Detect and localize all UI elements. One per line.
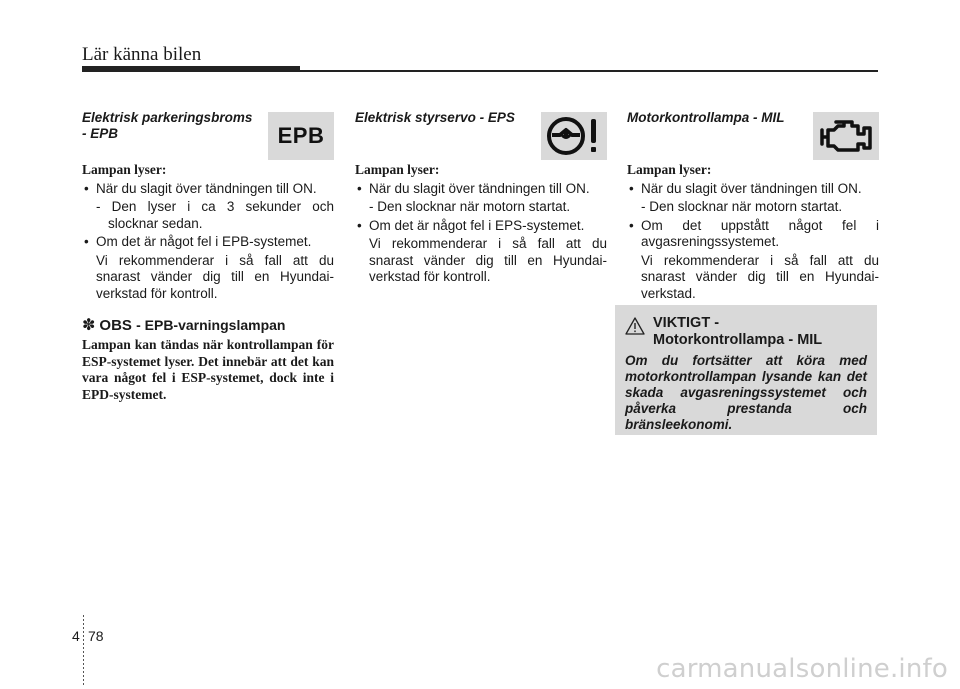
section-mil-sub-2: Vi rekommenderar i så fall att du snarast vänder dig till en Hyundai-verkstad.	[641, 252, 879, 301]
warning-box	[615, 305, 877, 435]
section-eps-label: Lampan lyser:	[355, 162, 440, 177]
warning-title-line-1: VIKTIGT -	[653, 315, 720, 331]
header-rule-thin	[300, 70, 878, 72]
section-mil-label: Lampan lyser:	[627, 162, 712, 177]
obs-heading	[82, 316, 334, 335]
warning-title	[653, 315, 822, 349]
section-eps-bullet-1: • När du slagit över tändningen till ON.	[355, 181, 607, 198]
obs-star-icon: ✽	[82, 317, 96, 334]
steering-wheel-warning-icon	[541, 112, 607, 160]
engine-warning-icon	[813, 112, 879, 160]
section-mil-bullet-1: • När du slagit över tändningen till ON.	[627, 181, 879, 198]
section-eps-bullet-2: • Om det är något fel i EPS-systemet.	[355, 218, 607, 235]
section-epb-sub-2: Vi rekommenderar i så fall att du snarast vänder dig till en Hyundai-verkstad för kontroll.	[96, 252, 334, 301]
section-epb-bullet-2: • Om det är något fel i EPB-systemet.	[82, 234, 334, 251]
engine-icon	[818, 118, 874, 154]
section-epb-title: Elektrisk parkeringsbroms - EPB	[82, 110, 253, 141]
page-header-title: Lär känna bilen	[82, 44, 202, 65]
epb-warning-icon	[268, 112, 334, 160]
epb-icon-text: EPB	[277, 123, 325, 148]
obs-label: OBS	[99, 317, 132, 334]
warning-triangle-icon	[625, 317, 645, 335]
page-chapter-number: 4	[72, 628, 80, 644]
warning-title-line-2: Motorkontrollampa - MIL	[653, 332, 823, 348]
section-epb-sub-1: - Den lyser i ca 3 sekunder och slocknar sedan.	[96, 199, 334, 231]
section-mil	[627, 110, 879, 304]
section-eps-title: Elektrisk styrservo - EPS	[355, 110, 515, 125]
watermark-text: carmanualsonline.info	[656, 654, 948, 684]
page-number: 78	[88, 628, 104, 644]
section-epb-bullet-1: • När du slagit över tändningen till ON.	[82, 181, 334, 198]
header-rule-thick	[82, 66, 300, 72]
steering-wheel-icon	[544, 113, 604, 159]
section-mil-sub-1: - Den slocknar när motorn startat.	[641, 199, 843, 214]
warning-text: Om du fortsätter att köra med motorkontrollampan lysande kan det skada avgasreningssystemet och påverka prestanda och bränsleekonomi.	[625, 353, 867, 432]
warning-header	[625, 315, 867, 349]
section-mil-header	[627, 110, 879, 162]
section-eps-sub-2: Vi rekommenderar i så fall att du snarast vänder dig till en Hyundai-verkstad för kontroll.	[369, 236, 607, 284]
section-epb-label: Lampan lyser:	[82, 162, 167, 177]
section-mil-title: Motorkontrollampa - MIL	[627, 110, 785, 125]
section-eps-sub-1: - Den slocknar när motorn startat.	[369, 199, 571, 214]
obs-text: Lampan kan tändas när kontrollampan för ESP-systemet lyser. Det innebär att det kan vara något fel i ESP-systemet, dock inte i EPD-systemet.	[82, 337, 334, 402]
section-epb	[82, 110, 334, 403]
section-mil-bullet-2: • Om det uppstått något fel i avgasreningssystemet.	[627, 218, 879, 251]
section-epb-header	[82, 110, 334, 162]
footer-divider	[83, 615, 84, 685]
section-eps	[355, 110, 607, 288]
obs-subtitle: - EPB-varningslampan	[136, 317, 286, 333]
section-eps-header	[355, 110, 607, 162]
